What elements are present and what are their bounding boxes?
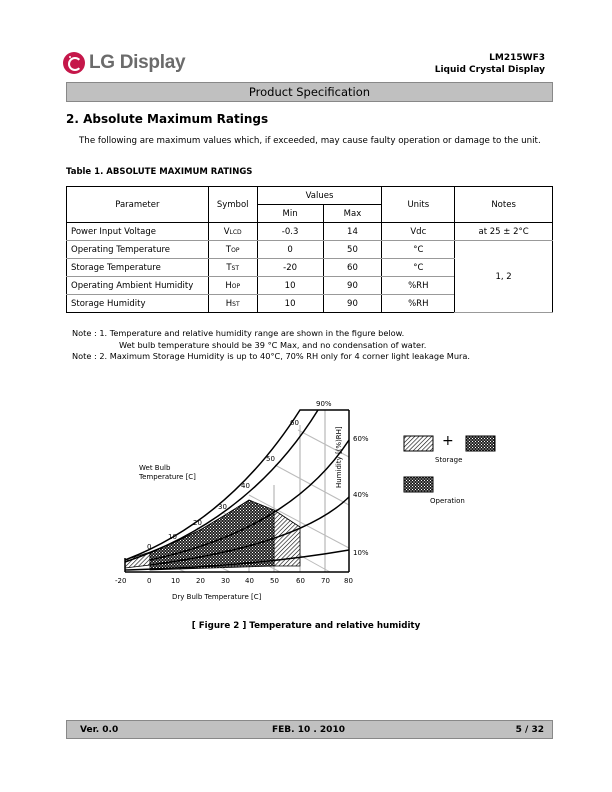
footer-date: FEB. 10 . 2010 — [272, 725, 345, 735]
wet-bulb-tick: 60 — [290, 419, 299, 427]
min-cell: -0.3 — [257, 223, 323, 241]
symbol-cell: HST — [208, 295, 257, 313]
table-caption: Table 1. ABSOLUTE MAXIMUM RATINGS — [66, 167, 253, 177]
symbol-cell: TST — [208, 259, 257, 277]
max-cell: 14 — [323, 223, 382, 241]
units-cell: %RH — [382, 277, 455, 295]
x-tick: 40 — [245, 577, 254, 585]
param-cell: Operating Temperature — [67, 241, 209, 259]
storage-dots-swatch — [466, 436, 495, 451]
note-1-continued: Wet bulb temperature should be 39 °C Max, and no condensation of water. — [119, 339, 427, 350]
y-axis-label: Humidity [(%)RH] — [335, 426, 343, 488]
x-tick: 20 — [196, 577, 205, 585]
param-cell: Operating Ambient Humidity — [67, 277, 209, 295]
storage-hatch-swatch — [404, 436, 433, 451]
notes-cell: at 25 ± 2°C — [455, 223, 553, 241]
symbol-cell: VLCD — [208, 223, 257, 241]
footer-page-number: 5 / 32 — [515, 725, 544, 735]
x-tick: 70 — [321, 577, 330, 585]
wet-bulb-tick: 10 — [168, 533, 177, 541]
wet-bulb-tick: 40 — [241, 482, 250, 490]
wet-bulb-axis-label: Wet Bulb Temperature [C] — [139, 464, 196, 481]
legend-operation-label: Operation — [430, 497, 465, 505]
min-cell: -20 — [257, 259, 323, 277]
units-cell: %RH — [382, 295, 455, 313]
x-tick: 0 — [147, 577, 152, 585]
header-max: Max — [323, 205, 382, 223]
wet-bulb-tick: 20 — [193, 519, 202, 527]
rh-label-40: 40% — [353, 491, 369, 499]
header-symbol: Symbol — [208, 187, 257, 223]
legend-storage-label: Storage — [435, 456, 463, 464]
page-footer — [66, 720, 553, 739]
x-tick: 60 — [296, 577, 305, 585]
x-tick: 80 — [344, 577, 353, 585]
x-axis-label: Dry Bulb Temperature [C] — [172, 593, 262, 601]
note-1: Note : 1. Temperature and relative humidity range are shown in the figure below. — [72, 328, 405, 338]
operation-swatch — [404, 477, 433, 492]
header-notes: Notes — [455, 187, 553, 223]
figure-caption: [ Figure 2 ] Temperature and relative humidity — [191, 621, 421, 631]
x-tick: -20 — [115, 577, 127, 585]
max-cell: 60 — [323, 259, 382, 277]
units-cell: °C — [382, 241, 455, 259]
wet-bulb-tick: 30 — [218, 503, 227, 511]
model-subtitle: Liquid Crystal Display — [434, 65, 545, 75]
min-cell: 10 — [257, 277, 323, 295]
header-values: Values — [257, 187, 382, 205]
wet-bulb-tick: 0 — [147, 543, 152, 551]
model-number: LM215WF3 — [489, 53, 545, 63]
symbol-cell: HOP — [208, 277, 257, 295]
section-intro: The following are maximum values which, if exceeded, may cause faulty operation or damage to the unit. — [79, 136, 541, 146]
section-title: 2. Absolute Maximum Ratings — [66, 112, 269, 126]
x-tick: 30 — [221, 577, 230, 585]
units-cell: °C — [382, 259, 455, 277]
legend-plus: + — [442, 433, 454, 449]
wet-bulb-tick: 50 — [266, 455, 275, 463]
min-cell: 10 — [257, 295, 323, 313]
x-tick: 50 — [270, 577, 279, 585]
rh-label-60: 60% — [353, 435, 369, 443]
param-cell: Storage Humidity — [67, 295, 209, 313]
spec-banner: Product Specification — [66, 82, 553, 102]
param-cell: Power Input Voltage — [67, 223, 209, 241]
header-parameter: Parameter — [67, 187, 209, 223]
min-cell: 0 — [257, 241, 323, 259]
param-cell: Storage Temperature — [67, 259, 209, 277]
x-tick: 10 — [171, 577, 180, 585]
max-cell: 90 — [323, 295, 382, 313]
brand-name: LG Display — [89, 52, 186, 73]
note-2: Note : 2. Maximum Storage Humidity is up to 40°C, 70% RH only for 4 corner light leakage Mura. — [72, 351, 470, 361]
rh-label-90: 90% — [316, 400, 332, 408]
max-cell: 90 — [323, 277, 382, 295]
header-units: Units — [382, 187, 455, 223]
max-cell: 50 — [323, 241, 382, 259]
notes-cell-merged: 1, 2 — [455, 241, 553, 313]
units-cell: Vdc — [382, 223, 455, 241]
footer-version: Ver. 0.0 — [80, 725, 119, 735]
rh-label-10: 10% — [353, 549, 369, 557]
header-min: Min — [257, 205, 323, 223]
symbol-cell: TOP — [208, 241, 257, 259]
